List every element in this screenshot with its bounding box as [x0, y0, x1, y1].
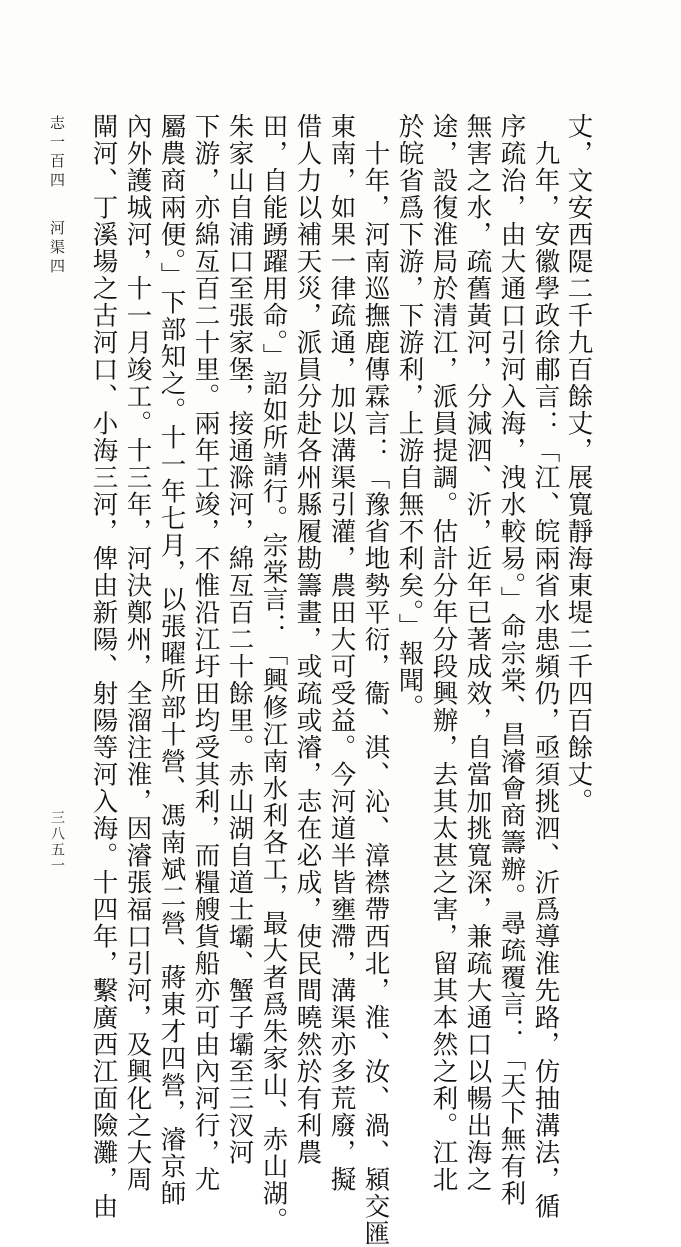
text-column-9: 借人力以補天災，派員分赴各州縣履勘籌畫，或疏或濬，志在必成，使民間曉然於有利農 — [292, 113, 323, 1166]
text-column-1: 丈，文安西隄二千九百餘丈，展寬靜海東堤二千四百餘丈。 — [563, 113, 594, 815]
text-column-7: 十年，河南巡撫鹿傳霖言：「豫省地勢平衍，衞、淇、沁、漳襟帶西北，淮、汝、渦、潁交匯 — [360, 140, 391, 1247]
text-column-13: 屬農商兩便。」下部知之。十一年七月，以張曜所部十營、馮南斌二營、蔣東才四營，濬京師 — [156, 113, 187, 1208]
text-column-14: 內外護城河，十一月竣工。十三年，河決鄭州，全溜注淮，因濬張福口引河，及興化之大周 — [122, 113, 153, 1193]
text-column-10: 田，自能踴躍用命。」詔如所請行。宗棠言：「興修江南水利各工，最大者爲朱家山、赤山湖。 — [258, 113, 289, 1235]
section-label: 河渠四 — [48, 220, 66, 277]
text-column-11: 朱家山自浦口至張家堡，接通滁河，綿亙百二十餘里。赤山湖自道士壩、蟹子壩至三汊河 — [224, 113, 255, 1166]
text-column-2: 九年，安徽學政徐郙言：「江、皖兩省水患頻仍，亟須挑泗、沂爲導淮先路，仿抽溝法，循 — [530, 140, 561, 1220]
text-column-8: 東南，如果一律疏通，加以溝渠引灌，農田大可受益。今河道半皆壅滯，溝渠亦多荒廢，擬 — [326, 113, 357, 1193]
text-column-15: 閘河、丁溪場之古河口、小海三河，俾由新陽、射陽等河入海。十四年，繫廣西江面險灘，由 — [88, 113, 119, 1220]
text-column-3: 序疏治，由大通口引河入海，洩水較易。」命宗棠、昌濬會商籌辦。尋疏覆言：「天下無有利 — [496, 113, 527, 1208]
text-column-12: 下游，亦綿亙百二十里。兩年工竣，不惟沿江圩田均受其利，而糧艘貨船亦可由內河行，尤 — [190, 113, 221, 1193]
text-column-4: 無害之水，疏舊黃河，分減泗、沂，近年已著成效，自當加挑寬深，兼疏大通口以暢出海之 — [462, 113, 493, 1193]
page-number: 三八五一 — [49, 810, 65, 874]
text-column-6: 於皖省爲下游，下游利，上游自無不利矣。」報聞。 — [394, 113, 425, 722]
chapter-label: 志一百四 — [48, 115, 66, 191]
text-column-5: 途，設復淮局於清江，派員提調。估計分年分段興辦，去其太甚之害，留其本然之利。江北 — [428, 113, 459, 1193]
